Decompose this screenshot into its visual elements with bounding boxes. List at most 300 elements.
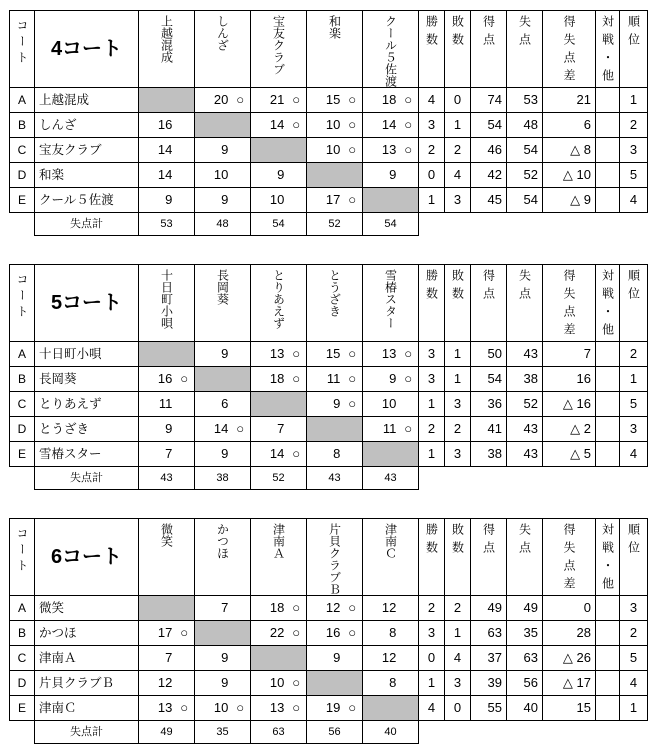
points-against-value: 53 xyxy=(507,88,543,113)
points-for-value: 37 xyxy=(471,646,507,671)
win-mark xyxy=(230,138,250,162)
win-mark xyxy=(398,671,418,695)
team-column-header xyxy=(251,11,307,88)
points-against-header xyxy=(507,519,543,596)
win-mark: ○ xyxy=(348,117,357,132)
score-cell-inner xyxy=(363,621,418,645)
score-value: 14 xyxy=(269,446,285,461)
team-row xyxy=(10,621,648,646)
team-column-header xyxy=(251,265,307,342)
win-mark xyxy=(398,621,418,645)
team-name: 宝友クラブ xyxy=(35,138,139,163)
score-cell-inner xyxy=(363,392,418,416)
totals-empty xyxy=(543,467,596,490)
team-letter: E xyxy=(10,696,35,721)
wins-header-text: 勝数 xyxy=(424,269,439,305)
points-against-value: 54 xyxy=(507,188,543,213)
score-cell xyxy=(251,88,307,113)
match-other-value xyxy=(596,417,620,442)
score-value: 9 xyxy=(165,192,173,207)
win-mark xyxy=(174,417,194,441)
rank-value: 3 xyxy=(620,417,648,442)
score-value: 13 xyxy=(269,346,285,361)
team-row xyxy=(10,113,648,138)
total-against-value: 54 xyxy=(251,213,307,236)
losses-value: 1 xyxy=(445,367,471,392)
score-value: 9 xyxy=(221,650,229,665)
score-cell xyxy=(307,342,363,367)
team-letter: B xyxy=(10,621,35,646)
score-cell-inner xyxy=(363,596,418,620)
score-cell xyxy=(307,646,363,671)
win-mark: ○ xyxy=(348,142,357,157)
wins-value: 3 xyxy=(419,621,445,646)
team-row xyxy=(10,696,648,721)
score-cell xyxy=(363,671,419,696)
score-cell-inner xyxy=(139,671,194,695)
rank-header-text: 順位 xyxy=(626,15,641,51)
win-mark xyxy=(230,392,250,416)
score-value: 9 xyxy=(389,371,397,386)
court-label: コート xyxy=(15,19,29,67)
totals-blank xyxy=(10,213,35,236)
team-column-header xyxy=(363,11,419,88)
team-row xyxy=(10,671,648,696)
win-mark xyxy=(174,392,194,416)
score-cell-inner xyxy=(307,696,362,720)
totals-empty xyxy=(507,721,543,744)
score-cell-inner xyxy=(363,113,418,137)
diff-value: 28 xyxy=(543,621,596,646)
score-cell-inner xyxy=(195,696,250,720)
score-cell-inner xyxy=(195,188,250,212)
team-header-text: 長岡葵 xyxy=(215,269,230,305)
team-name: 津南Ａ xyxy=(35,646,139,671)
score-value: 11 xyxy=(158,396,173,411)
team-row xyxy=(10,392,648,417)
win-mark: ○ xyxy=(348,192,357,207)
points-against-header xyxy=(507,11,543,88)
match-other-header-text: 対戦・他 xyxy=(600,523,615,595)
score-value: 18 xyxy=(381,92,397,107)
score-cell-inner xyxy=(139,367,194,391)
win-mark xyxy=(230,442,250,466)
score-cell xyxy=(251,163,307,188)
total-against-value: 49 xyxy=(139,721,195,744)
diff-value: 6 xyxy=(543,113,596,138)
points-for-value: 39 xyxy=(471,671,507,696)
points-for-header-text: 得点 xyxy=(481,523,496,559)
score-value: 13 xyxy=(381,142,397,157)
totals-empty xyxy=(471,721,507,744)
score-cell xyxy=(251,696,307,721)
score-cell xyxy=(139,671,195,696)
rank-header xyxy=(620,11,648,88)
score-cell xyxy=(139,367,195,392)
match-other-value xyxy=(596,342,620,367)
score-value: 9 xyxy=(221,446,229,461)
win-mark xyxy=(174,113,194,137)
score-cell-inner xyxy=(307,442,362,466)
diff-value: 16 xyxy=(543,367,596,392)
points-for-value: 36 xyxy=(471,392,507,417)
match-other-value xyxy=(596,392,620,417)
win-mark xyxy=(174,442,194,466)
score-cell-inner xyxy=(251,163,306,187)
score-cell-inner xyxy=(307,88,362,112)
court-title xyxy=(35,519,139,596)
rank-value: 3 xyxy=(620,596,648,621)
court-title-text: 5コート xyxy=(50,291,123,314)
win-mark: ○ xyxy=(404,421,413,436)
score-cell xyxy=(307,596,363,621)
win-mark xyxy=(230,671,250,695)
totals-empty xyxy=(445,721,471,744)
score-cell xyxy=(139,417,195,442)
diff-value: △ 5 xyxy=(543,442,596,467)
score-cell xyxy=(307,392,363,417)
score-cell xyxy=(251,621,307,646)
win-mark xyxy=(174,671,194,695)
score-cell-inner xyxy=(139,646,194,670)
score-cell-inner xyxy=(363,367,418,391)
points-against-value: 49 xyxy=(507,596,543,621)
team-name: とりあえず xyxy=(35,392,139,417)
wins-header xyxy=(419,11,445,88)
team-name: 和楽 xyxy=(35,163,139,188)
score-cell-inner xyxy=(251,417,306,441)
score-value: 14 xyxy=(213,421,229,436)
win-mark: ○ xyxy=(348,700,357,715)
score-cell-inner xyxy=(195,138,250,162)
team-column-header xyxy=(139,519,195,596)
match-other-value xyxy=(596,113,620,138)
losses-value: 0 xyxy=(445,696,471,721)
score-cell xyxy=(251,188,307,213)
wins-value: 1 xyxy=(419,442,445,467)
team-name: 上越混成 xyxy=(35,88,139,113)
losses-value: 1 xyxy=(445,621,471,646)
score-value: 7 xyxy=(221,600,229,615)
team-row xyxy=(10,138,648,163)
team-letter: A xyxy=(10,596,35,621)
wins-value: 3 xyxy=(419,367,445,392)
wins-value: 1 xyxy=(419,392,445,417)
score-value: 14 xyxy=(381,117,397,132)
losses-value: 1 xyxy=(445,342,471,367)
win-mark: ○ xyxy=(292,625,301,640)
score-cell-inner xyxy=(251,188,306,212)
score-cell-inner xyxy=(307,646,362,670)
team-row xyxy=(10,367,648,392)
totals-empty xyxy=(445,467,471,490)
score-value: 8 xyxy=(389,675,397,690)
match-other-value xyxy=(596,671,620,696)
score-value: 7 xyxy=(165,650,173,665)
match-other-value xyxy=(596,442,620,467)
points-for-header-text: 得点 xyxy=(481,15,496,51)
diff-value: △ 2 xyxy=(543,417,596,442)
team-header-text: 微笑 xyxy=(159,523,174,547)
team-column-header xyxy=(307,265,363,342)
score-cell-inner xyxy=(251,367,306,391)
score-cell-inner xyxy=(195,163,250,187)
court-4-table xyxy=(9,10,648,236)
score-cell xyxy=(251,342,307,367)
win-mark: ○ xyxy=(292,600,301,615)
wins-value: 0 xyxy=(419,163,445,188)
win-mark xyxy=(230,163,250,187)
win-mark: ○ xyxy=(292,117,301,132)
score-cell xyxy=(363,88,419,113)
totals-blank xyxy=(10,721,35,744)
team-header-text: 雪椿スター xyxy=(383,269,398,329)
score-value: 6 xyxy=(221,396,229,411)
self-match-cell xyxy=(139,342,195,367)
totals-empty xyxy=(445,213,471,236)
wins-value: 1 xyxy=(419,188,445,213)
total-against-value: 48 xyxy=(195,213,251,236)
score-value: 14 xyxy=(157,167,173,182)
score-cell xyxy=(363,163,419,188)
totals-empty xyxy=(596,467,620,490)
points-for-header xyxy=(471,519,507,596)
losses-header-text: 敗数 xyxy=(450,523,465,559)
win-mark xyxy=(174,138,194,162)
score-cell xyxy=(363,138,419,163)
score-cell xyxy=(363,367,419,392)
win-mark: ○ xyxy=(292,92,301,107)
win-mark: ○ xyxy=(348,396,357,411)
score-cell-inner xyxy=(363,163,418,187)
score-cell xyxy=(363,596,419,621)
self-match-cell xyxy=(195,621,251,646)
score-cell xyxy=(363,113,419,138)
self-match-cell xyxy=(139,596,195,621)
totals-empty xyxy=(471,467,507,490)
court-title-text: 4コート xyxy=(50,37,123,60)
totals-label: 失点計 xyxy=(35,721,139,744)
win-mark xyxy=(174,646,194,670)
team-header-text: 宝友クラブ xyxy=(271,15,286,75)
team-column-header xyxy=(307,519,363,596)
totals-empty xyxy=(419,467,445,490)
score-cell xyxy=(195,442,251,467)
win-mark: ○ xyxy=(348,346,357,361)
rank-value: 5 xyxy=(620,646,648,671)
total-against-value: 40 xyxy=(363,721,419,744)
diff-header-text: 得失点差 xyxy=(562,15,576,87)
points-for-value: 46 xyxy=(471,138,507,163)
rank-value: 4 xyxy=(620,671,648,696)
losses-value: 3 xyxy=(445,442,471,467)
diff-value: 21 xyxy=(543,88,596,113)
score-value: 17 xyxy=(325,192,341,207)
court-label-header xyxy=(10,265,35,342)
wins-value: 3 xyxy=(419,113,445,138)
win-mark: ○ xyxy=(236,92,245,107)
points-for-value: 63 xyxy=(471,621,507,646)
win-mark xyxy=(230,342,250,366)
diff-value: 15 xyxy=(543,696,596,721)
score-cell xyxy=(307,367,363,392)
score-cell-inner xyxy=(139,392,194,416)
points-for-header-text: 得点 xyxy=(481,269,496,305)
score-cell xyxy=(195,596,251,621)
losses-value: 3 xyxy=(445,188,471,213)
team-letter: A xyxy=(10,342,35,367)
score-cell-inner xyxy=(307,621,362,645)
win-mark: ○ xyxy=(180,371,189,386)
score-value: 17 xyxy=(157,625,173,640)
score-cell xyxy=(307,188,363,213)
team-header-text: とうざき xyxy=(327,269,342,317)
win-mark xyxy=(286,417,306,441)
score-value: 9 xyxy=(221,142,229,157)
score-cell xyxy=(307,88,363,113)
points-against-value: 43 xyxy=(507,417,543,442)
losses-value: 2 xyxy=(445,596,471,621)
score-value: 13 xyxy=(269,700,285,715)
totals-row xyxy=(10,721,648,744)
score-value: 12 xyxy=(381,650,397,665)
rank-value: 2 xyxy=(620,621,648,646)
score-value: 16 xyxy=(157,371,173,386)
match-other-value xyxy=(596,188,620,213)
score-cell-inner xyxy=(251,113,306,137)
team-header-text: とりあえず xyxy=(271,269,286,329)
score-cell xyxy=(363,621,419,646)
team-header-text: 十日町小唄 xyxy=(159,269,174,329)
win-mark xyxy=(342,442,362,466)
points-for-value: 55 xyxy=(471,696,507,721)
score-value: 8 xyxy=(389,625,397,640)
win-mark: ○ xyxy=(236,700,245,715)
wins-value: 2 xyxy=(419,417,445,442)
score-cell-inner xyxy=(139,621,194,645)
win-mark: ○ xyxy=(348,92,357,107)
score-value: 9 xyxy=(165,421,173,436)
score-cell-inner xyxy=(139,113,194,137)
team-row xyxy=(10,163,648,188)
match-other-value xyxy=(596,138,620,163)
diff-header-text: 得失点差 xyxy=(562,269,576,341)
score-value: 15 xyxy=(325,346,341,361)
score-cell xyxy=(251,442,307,467)
score-value: 10 xyxy=(213,700,229,715)
team-name: 長岡葵 xyxy=(35,367,139,392)
team-name: 片貝クラブＢ xyxy=(35,671,139,696)
score-cell xyxy=(307,113,363,138)
match-other-value xyxy=(596,88,620,113)
team-column-header xyxy=(363,265,419,342)
win-mark: ○ xyxy=(348,625,357,640)
wins-value: 4 xyxy=(419,88,445,113)
score-value: 12 xyxy=(157,675,173,690)
total-against-value: 52 xyxy=(307,213,363,236)
court-label-header xyxy=(10,11,35,88)
score-cell-inner xyxy=(363,138,418,162)
score-cell-inner xyxy=(251,671,306,695)
court-5-table xyxy=(9,264,648,490)
team-row xyxy=(10,596,648,621)
team-letter: D xyxy=(10,417,35,442)
self-match-cell xyxy=(307,163,363,188)
points-against-value: 48 xyxy=(507,113,543,138)
score-value: 16 xyxy=(157,117,173,132)
team-name: クール５佐渡 xyxy=(35,188,139,213)
win-mark: ○ xyxy=(236,421,245,436)
score-value: 10 xyxy=(381,396,397,411)
score-value: 9 xyxy=(221,346,229,361)
score-cell-inner xyxy=(195,646,250,670)
losses-header xyxy=(445,519,471,596)
score-value: 10 xyxy=(325,142,341,157)
rank-value: 4 xyxy=(620,442,648,467)
diff-value: △ 17 xyxy=(543,671,596,696)
score-value: 10 xyxy=(269,192,285,207)
win-mark: ○ xyxy=(292,446,301,461)
court-label: コート xyxy=(15,273,29,321)
score-cell-inner xyxy=(195,392,250,416)
court-title xyxy=(35,11,139,88)
losses-value: 1 xyxy=(445,113,471,138)
score-cell-inner xyxy=(139,442,194,466)
score-cell xyxy=(195,342,251,367)
score-cell xyxy=(139,392,195,417)
score-value: 22 xyxy=(269,625,285,640)
score-cell xyxy=(139,163,195,188)
score-cell xyxy=(139,188,195,213)
win-mark xyxy=(174,188,194,212)
win-mark: ○ xyxy=(404,371,413,386)
score-cell xyxy=(363,646,419,671)
score-cell-inner xyxy=(251,442,306,466)
score-cell xyxy=(307,138,363,163)
team-name: とうざき xyxy=(35,417,139,442)
team-header-text: かつほ xyxy=(215,523,230,559)
team-column-header xyxy=(139,265,195,342)
score-cell xyxy=(139,646,195,671)
score-value: 15 xyxy=(325,92,341,107)
totals-empty xyxy=(419,721,445,744)
total-against-value: 53 xyxy=(139,213,195,236)
team-letter: C xyxy=(10,392,35,417)
points-against-value: 56 xyxy=(507,671,543,696)
self-match-cell xyxy=(251,646,307,671)
rank-value: 1 xyxy=(620,88,648,113)
win-mark xyxy=(230,596,250,620)
score-cell-inner xyxy=(139,138,194,162)
points-against-value: 43 xyxy=(507,342,543,367)
win-mark: ○ xyxy=(180,700,189,715)
wins-value: 3 xyxy=(419,342,445,367)
rank-value: 5 xyxy=(620,163,648,188)
rank-header-text: 順位 xyxy=(626,523,641,559)
win-mark: ○ xyxy=(292,700,301,715)
diff-header xyxy=(543,265,596,342)
score-cell xyxy=(307,621,363,646)
wins-header-text: 勝数 xyxy=(424,523,439,559)
score-value: 21 xyxy=(269,92,285,107)
win-mark: ○ xyxy=(180,625,189,640)
score-value: 7 xyxy=(277,421,285,436)
score-cell xyxy=(139,113,195,138)
losses-header-text: 敗数 xyxy=(450,269,465,305)
score-cell xyxy=(195,696,251,721)
team-name: 微笑 xyxy=(35,596,139,621)
total-against-value: 38 xyxy=(195,467,251,490)
